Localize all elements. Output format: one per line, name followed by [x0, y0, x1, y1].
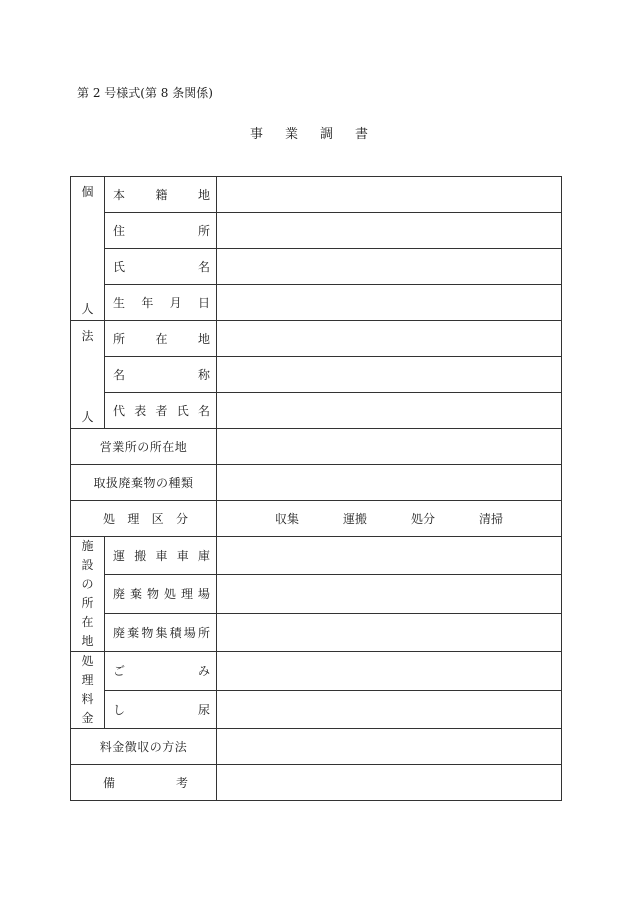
label-char: 所: [81, 596, 94, 610]
individual-group-bottom: 人: [81, 302, 94, 316]
table-row: [71, 321, 562, 357]
label-char: 処: [103, 512, 116, 526]
label-char: 地: [81, 634, 94, 648]
option-collection[interactable]: 収集: [274, 512, 299, 526]
label-char: 廃: [113, 587, 126, 602]
table-row: [71, 652, 562, 691]
option-disposal[interactable]: 処分: [410, 512, 435, 526]
garbage-fee-label: [105, 652, 217, 691]
label-char: 理: [81, 673, 94, 687]
label-char: し: [113, 702, 126, 717]
table-row: [71, 429, 562, 465]
label-char: 名: [197, 404, 210, 418]
label-char: 分: [175, 512, 188, 526]
location-label: [105, 321, 217, 357]
vehicle-garage-label: [105, 537, 217, 575]
table-row: [71, 213, 562, 249]
label-char: 地: [197, 188, 210, 202]
label-char: 月: [169, 296, 182, 310]
waste-storage-site-field[interactable]: [217, 613, 562, 651]
label-char: 備: [103, 776, 116, 790]
table-row: [71, 613, 562, 651]
corporation-group-bottom: 人: [81, 410, 94, 424]
label-char: 車: [155, 549, 168, 564]
representative-name-label: [105, 393, 217, 429]
processing-category-label: [71, 501, 217, 537]
label-char: 日: [197, 296, 210, 310]
label-char: 氏: [113, 260, 126, 274]
label-char: 金: [81, 711, 94, 725]
waste-types-label: 取扱廃棄物の種類: [71, 465, 217, 501]
option-cleaning[interactable]: 清掃: [478, 512, 503, 526]
label-char: 処: [163, 587, 176, 602]
option-transport[interactable]: 運搬: [342, 512, 367, 526]
address-field[interactable]: [217, 213, 562, 249]
label-char: 廃: [113, 625, 126, 640]
label-char: 施: [81, 539, 94, 553]
label-char: 物: [141, 625, 154, 640]
label-char: 設: [81, 558, 94, 572]
label-char: 尿: [197, 702, 210, 717]
label-char: 積: [169, 625, 182, 640]
individual-group-top: 個: [81, 185, 94, 199]
label-char: 氏: [176, 404, 189, 418]
label-char: み: [197, 664, 210, 679]
remarks-label: [71, 765, 217, 801]
label-char: 地: [197, 332, 210, 346]
label-char: の: [81, 577, 94, 591]
facilities-group-label: [71, 537, 105, 652]
registered-domicile-field[interactable]: [217, 177, 562, 213]
birth-date-label: [105, 285, 217, 321]
label-char: 庫: [197, 549, 210, 564]
name-field[interactable]: [217, 249, 562, 285]
label-char: 車: [176, 549, 189, 564]
business-office-label: 営業所の所在地: [71, 429, 217, 465]
corporate-name-label: [105, 357, 217, 393]
label-char: 料: [81, 692, 94, 706]
fees-group-label: [71, 652, 105, 729]
waste-treatment-site-field[interactable]: [217, 575, 562, 613]
individual-group-label: [71, 177, 105, 321]
night-soil-fee-field[interactable]: [217, 690, 562, 729]
label-char: 考: [175, 776, 188, 790]
label-char: ご: [113, 664, 126, 679]
label-char: 理: [127, 512, 140, 526]
table-row: [71, 729, 562, 765]
vehicle-garage-field[interactable]: [217, 537, 562, 575]
corporation-group-top: 法: [81, 329, 94, 343]
label-char: 棄: [127, 625, 140, 640]
label-char: 運: [113, 549, 126, 564]
birth-date-field[interactable]: [217, 285, 562, 321]
document-title: 事業調書: [249, 127, 390, 142]
table-row: [71, 465, 562, 501]
label-char: 生: [113, 296, 126, 310]
label-char: 在: [155, 332, 168, 346]
remarks-field[interactable]: [217, 765, 562, 801]
address-label: [105, 213, 217, 249]
table-row: [71, 357, 562, 393]
fee-collection-label: 料金徴収の方法: [71, 729, 217, 765]
corporation-group-label: [71, 321, 105, 429]
table-row: [71, 501, 562, 537]
corporate-name-field[interactable]: [217, 357, 562, 393]
label-char: 籍: [155, 188, 168, 202]
table-row: [71, 765, 562, 801]
label-char: 所: [197, 224, 210, 238]
table-row: [71, 249, 562, 285]
processing-category-options: [217, 501, 562, 537]
label-char: 名: [113, 368, 126, 382]
waste-storage-site-label: [105, 613, 217, 651]
label-char: 場: [197, 587, 210, 602]
label-char: 在: [81, 615, 94, 629]
label-char: 代: [113, 404, 126, 418]
table-row: [71, 537, 562, 575]
form-number: 第 2 号様式(第 8 条関係): [77, 86, 213, 100]
business-office-field[interactable]: [217, 429, 562, 465]
garbage-fee-field[interactable]: [217, 652, 562, 691]
label-char: 棄: [129, 587, 142, 602]
label-char: 年: [141, 296, 154, 310]
registered-domicile-label: [105, 177, 217, 213]
label-char: 搬: [134, 549, 147, 564]
label-char: 表: [134, 404, 147, 418]
table-row: [71, 690, 562, 729]
business-survey-table: [70, 176, 562, 801]
label-char: 所: [113, 332, 126, 346]
name-label: [105, 249, 217, 285]
label-char: 場: [183, 625, 196, 640]
table-row: [71, 285, 562, 321]
waste-treatment-site-label: [105, 575, 217, 613]
table-row: [71, 393, 562, 429]
night-soil-fee-label: [105, 690, 217, 729]
label-char: 名: [197, 260, 210, 274]
label-char: 理: [180, 587, 193, 602]
table-row: [71, 177, 562, 213]
location-field[interactable]: [217, 321, 562, 357]
table-row: [71, 575, 562, 613]
label-char: 本: [113, 188, 126, 202]
label-char: 称: [197, 368, 210, 382]
label-char: 物: [146, 587, 159, 602]
label-char: 者: [155, 404, 168, 418]
label-char: 区: [151, 512, 164, 526]
label-char: 所: [197, 625, 210, 640]
label-char: 住: [113, 224, 126, 238]
representative-name-field[interactable]: [217, 393, 562, 429]
label-char: 処: [81, 654, 94, 668]
waste-types-field[interactable]: [217, 465, 562, 501]
fee-collection-field[interactable]: [217, 729, 562, 765]
label-char: 集: [155, 625, 168, 640]
